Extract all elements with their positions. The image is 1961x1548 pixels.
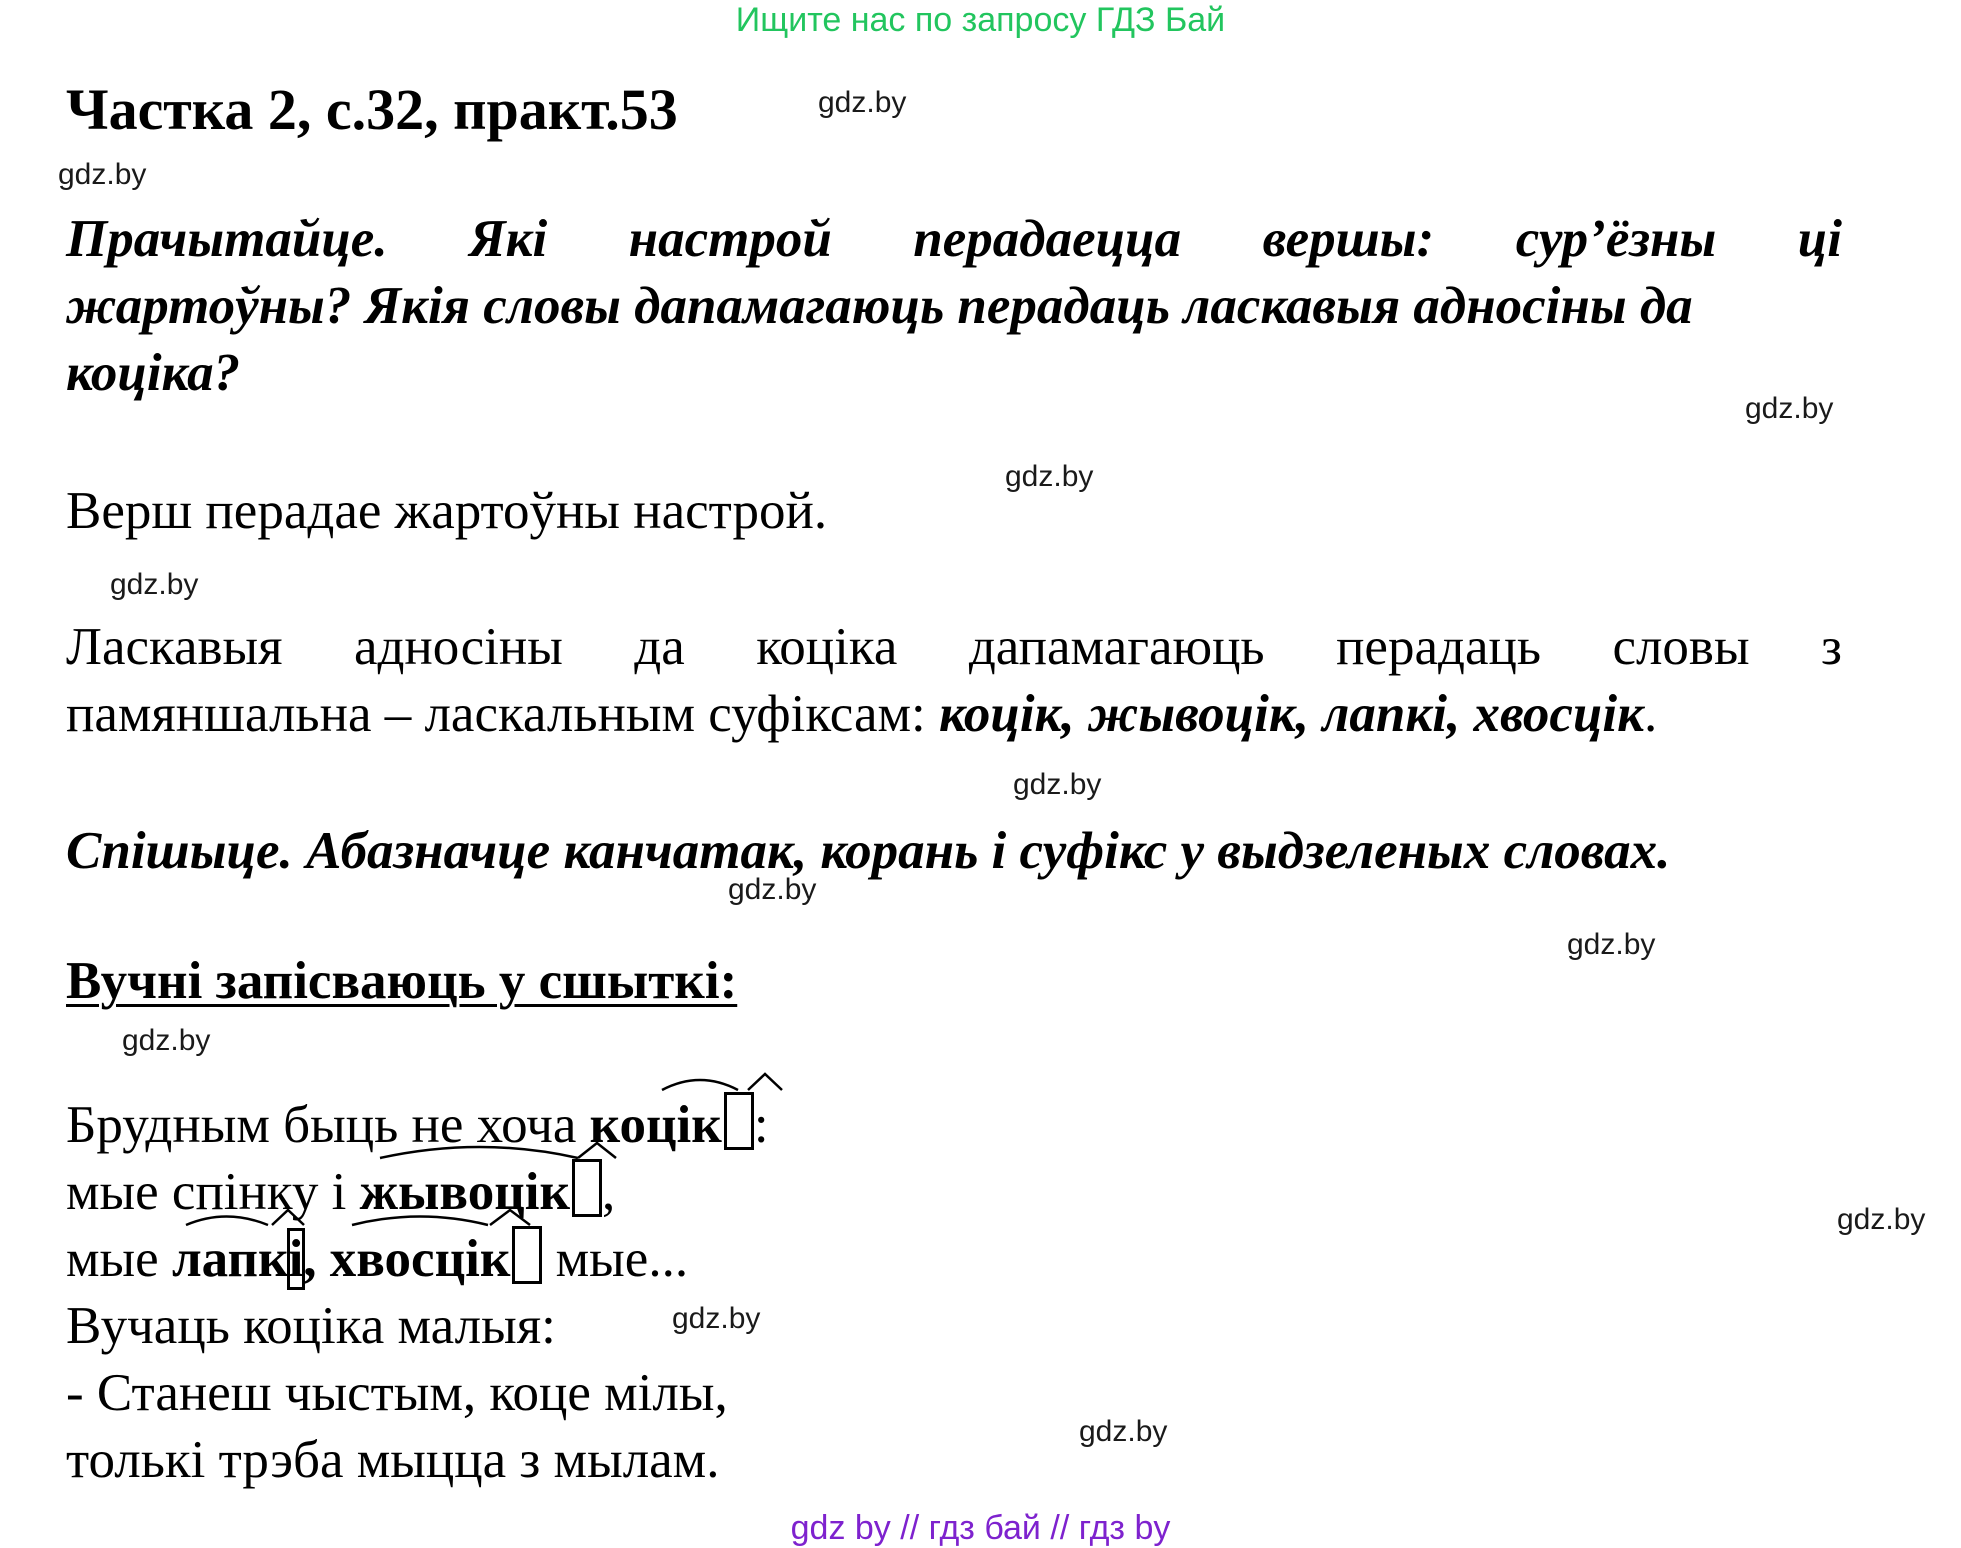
highlighted-word: лапк <box>171 1230 289 1288</box>
task-1-word: Які <box>469 210 548 268</box>
watermark: gdz.by <box>1013 768 1102 801</box>
task-1-line-2: жартоўны? Якія словы дапамагаюць перадаць ласкавыя адносіны да <box>66 277 1693 335</box>
poem-line-1 <box>66 1092 769 1159</box>
root-arc <box>662 1080 738 1090</box>
watermark: gdz.by <box>672 1302 761 1335</box>
subheading: Вучні запісваюць у сшыткі: <box>66 952 738 1010</box>
answer-2-word: словы <box>1612 618 1750 676</box>
poem-line-2 <box>66 1159 615 1226</box>
watermark: gdz.by <box>58 158 147 191</box>
zero-ending-box <box>724 1092 754 1150</box>
suffix-caret <box>748 1074 782 1090</box>
answer-2-line-1 <box>66 614 1842 681</box>
highlighted-word: жывоцік <box>359 1163 570 1221</box>
watermark: gdz.by <box>1079 1415 1168 1448</box>
answer-2-prefix: памяншальна – ласкальным суфіксам: <box>66 685 926 743</box>
task-1-word: настрой <box>628 210 832 268</box>
highlighted-word: , хвосцік <box>303 1230 511 1288</box>
answer-1: Верш перадае жартоўны настрой. <box>66 482 828 540</box>
poem-text: : <box>753 1096 769 1154</box>
poem-line-5: - Станеш чыстым, коце мілы, <box>66 1364 728 1422</box>
watermark: gdz.by <box>122 1024 211 1057</box>
watermark: gdz.by <box>1837 1203 1926 1236</box>
poem-line-3 <box>66 1226 688 1293</box>
answer-2-word: адносіны <box>353 618 563 676</box>
answer-2-word: Ласкавыя <box>66 618 283 676</box>
task-1-line-1 <box>66 206 1842 273</box>
answer-2-word: коціка <box>756 618 898 676</box>
answer-2-word: перадаць <box>1336 618 1541 676</box>
footer-watermark: gdz by // гдз бай // гдз by <box>790 1509 1171 1547</box>
task-1-word: сур’ёзны <box>1515 210 1717 268</box>
search-banner: Ищите нас по запросу ГДЗ Бай <box>735 1 1226 39</box>
answer-2-word: з <box>1821 618 1842 676</box>
watermark: gdz.by <box>1745 392 1834 425</box>
task-1-word: ці <box>1797 210 1842 268</box>
task-1-word: Прачытайце. <box>66 210 388 268</box>
watermark: gdz.by <box>1567 928 1656 961</box>
poem-line-6: толькі трэба мыцца з мылам. <box>66 1431 720 1489</box>
poem-text: , <box>602 1163 616 1221</box>
watermark: gdz.by <box>818 86 907 119</box>
watermark: gdz.by <box>728 873 817 906</box>
answer-2-words: коцік, жывоцік, лапкі, хвосцік <box>939 685 1645 743</box>
answer-2-word: да <box>634 618 685 676</box>
answer-2-line-2 <box>66 681 1657 748</box>
answer-2-word: дапамагаюць <box>968 618 1265 676</box>
poem-text: мые... <box>542 1230 689 1288</box>
page-heading: Частка 2, с.32, практ.53 <box>66 77 678 142</box>
ending-boxed: і <box>288 1230 304 1288</box>
answer-2-end: . <box>1644 685 1658 743</box>
poem-text: Брудным быць не хоча <box>66 1096 590 1154</box>
poem-text: мые <box>66 1230 172 1288</box>
task-1-line-3: коціка? <box>66 344 241 402</box>
watermark: gdz.by <box>1005 460 1094 493</box>
task-2: Спішыце. Абазначце канчатак, корань і суфікс у выдзеленых словах. <box>66 822 1671 880</box>
zero-ending-box <box>512 1226 542 1284</box>
watermark: gdz.by <box>110 568 199 601</box>
poem-line-4: Вучаць коціка малыя: <box>66 1297 556 1355</box>
poem-text: мые спінку і <box>66 1163 360 1221</box>
highlighted-word: коцік <box>589 1096 722 1154</box>
zero-ending-box <box>572 1159 602 1217</box>
task-1-word: вершы: <box>1262 210 1435 268</box>
task-1-word: перадаецца <box>913 210 1182 268</box>
